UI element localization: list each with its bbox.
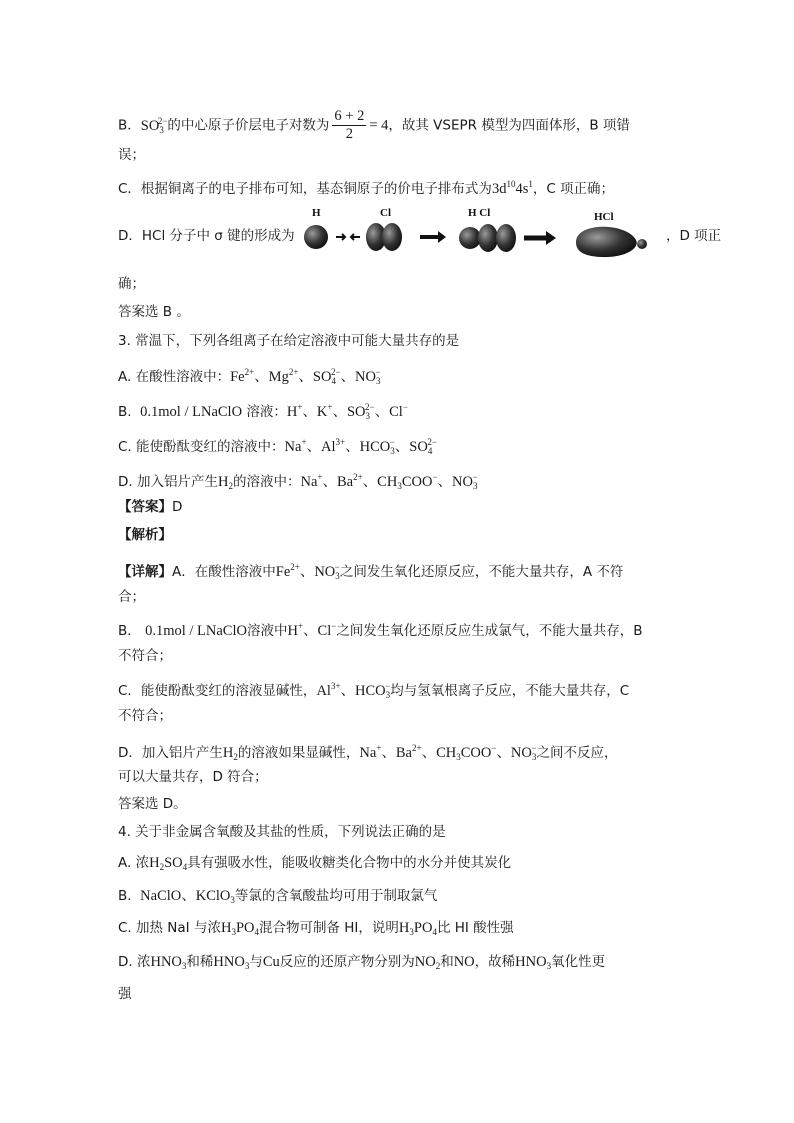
explain-b-line1: B．$SO_3^{2-}$的中心原子价层电子对数为 $\frac{6 + 2}{2}$ = 4，故其 VSEPR 模型为四面体形，B 项错: [118, 108, 630, 142]
fraction: $\frac{6 + 2}{2}$: [334, 108, 365, 142]
detail-a-line1: 【详解】A．在酸性溶液中$Fe^{2+}$、$NO_3^-$之间发生氧化还原反应，不能大量共存，A 不符: [118, 562, 624, 581]
q3-option-b: B. 0.1mol / LNaClO 溶液：H+、K+、$SO_3^{2-}$、Cl−: [118, 402, 408, 421]
detail-d-line1: D．加入铝片产生$H_2$的溶液如果显碱性，Na+、$Ba^{2+}$、$CH_3COO^-$、$NO_3^-$之间不反应，: [118, 743, 618, 762]
explain-d-line2: 确；: [118, 276, 145, 292]
q4-option-d-line2: 强: [118, 986, 132, 1002]
arrow-left-icon: [351, 234, 360, 240]
detail-d-line2: 可以大量共存，D 符合；: [118, 769, 268, 785]
label-h-cl: H Cl: [468, 207, 491, 219]
label-h: H: [312, 207, 321, 219]
detail-b-line2: 不符合；: [118, 648, 172, 664]
q4-option-a: A. 浓$H_2SO_4$具有强吸水性，能吸收糖类化合物中的水分并使其炭化: [118, 855, 512, 872]
hcl-sigma-bond-diagram: [296, 202, 662, 264]
detail-c-line1: C．能使酚酞变红的溶液显碱性，$Al^{3+}$、$HCO_3^-$均与氢氧根离子反应，不能大量共存，C: [118, 681, 630, 700]
h-s-orbital: [304, 225, 328, 249]
cl-p-lobe-right: [382, 223, 402, 251]
overlap-h: [459, 227, 481, 249]
explain-c-line: C．根据铜离子的电子排布可知，基态铜原子的价电子排布式为$3d^{10}4s^1$，C 项正确；: [118, 179, 615, 197]
question-3: 3. 常温下，下列各组离子在给定溶液中可能大量共存的是: [118, 333, 460, 349]
detail-a-line2: 合；: [118, 589, 145, 605]
arrow-right-icon: [336, 234, 345, 240]
question-4: 4. 关于非金属含氧酸及其盐的性质，下列说法正确的是: [118, 824, 446, 840]
detail-c-line2: 不符合；: [118, 708, 172, 724]
label-hcl: HCl: [594, 211, 614, 223]
answer-b: 答案选 B 。: [118, 304, 190, 320]
explain-d-line1: D．HCl 分子中 σ 键的形成为: [118, 228, 295, 244]
q3-option-a: A. 在酸性溶液中：$Fe^{2+}$、$Mg^{2+}$、$SO_4^{2-}$、$NO_3^-$: [118, 367, 381, 386]
analysis-label: 【解析】: [118, 527, 172, 543]
overlap-cl: [496, 224, 516, 252]
q3-option-c: C. 能使酚酞变红的溶液中：Na+、$Al^{3+}$、$HCO_3^-$、$SO_4^{2-}$: [118, 437, 437, 456]
q4-option-b: B. NaClO、KClO$_3$等氯的含氧酸盐均可用于制取氯气: [118, 888, 438, 905]
q3-option-d: D. 加入铝片产生$H_2$的溶液中：Na+、$Ba^{2+}$、$CH_3COO^-$、$NO_3^-$: [118, 472, 478, 491]
answer-line: 【答案】D: [118, 499, 183, 515]
q4-option-c: C. 加热 NaI 与浓$H_3PO_4$混合物可制备 HI，说明$H_3PO_4$比 HI 酸性强: [118, 920, 514, 937]
explain-b-line2: 误；: [118, 147, 145, 163]
answer-d: 答案选 D。: [118, 796, 187, 812]
label-cl: Cl: [380, 207, 391, 219]
detail-b-line1: B． 0.1mol / LNaClO溶液中H+、Cl−之间发生氧化还原反应生成氯气，不能大量共存，B: [118, 621, 643, 639]
q4-option-d-line1: D. 浓$HNO_3$和稀$HNO_3$与Cu反应的还原产物分别为$NO_2$和NO，故稀$HNO_3$氧化性更: [118, 954, 606, 971]
hcl-sigma-orbital: [576, 227, 637, 257]
explain-d-line1-end: ，D 项正: [666, 228, 722, 244]
